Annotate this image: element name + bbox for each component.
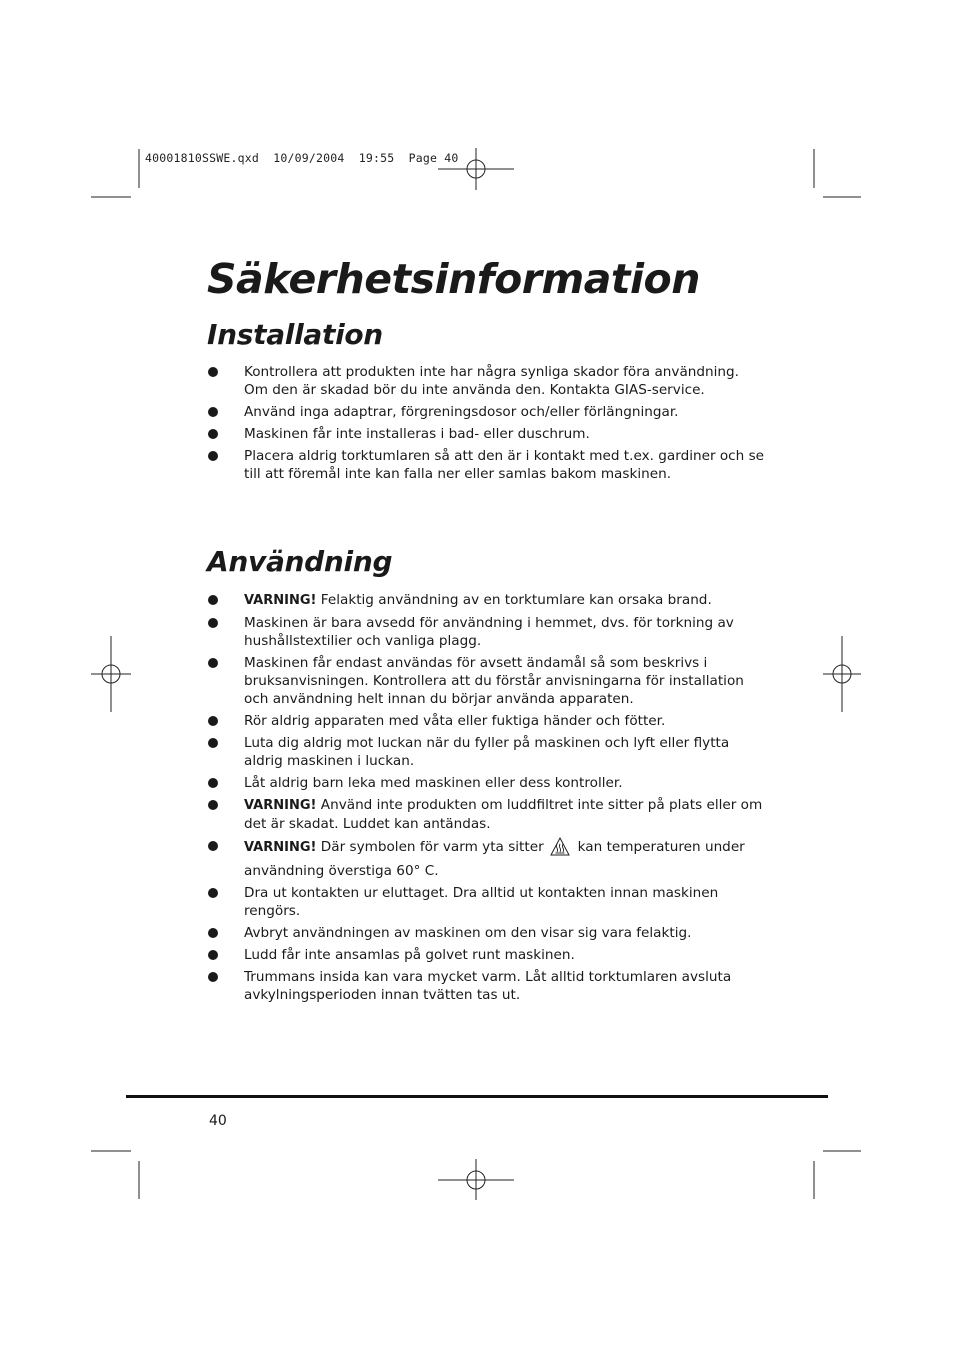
bullet-icon [208,451,218,461]
footer-rule [126,1095,828,1098]
bullet-icon [208,429,218,439]
bullet-icon [208,841,218,851]
list-item: Låt aldrig barn leka med maskinen eller dess kontroller. [207,774,767,792]
anvandning-list [207,591,767,1008]
bullet-icon [208,618,218,628]
warning-label: VARNING! [244,840,317,855]
bullet-icon [208,800,218,810]
bullet-icon [208,407,218,417]
list-item: VARNING! Använd inte produkten om luddfiltret inte sitter på plats eller om det är skadat. Luddet kan antändas. [207,796,767,833]
bullet-icon [208,928,218,938]
list-item: Maskinen är bara avsedd för användning i hemmet, dvs. för torkning av hushållstextilier och vanliga plagg. [207,614,767,650]
list-item: Placera aldrig torktumlaren så att den är i kontakt med t.ex. gardiner och se till att föremål inte kan falla ner eller samlas bakom maskinen. [207,447,767,483]
warning-label: VARNING! [244,593,317,608]
list-item: VARNING! Felaktig användning av en torktumlare kan orsaka brand. [207,591,767,610]
bullet-icon [208,367,218,377]
list-item: Ludd får inte ansamlas på golvet runt maskinen. [207,946,767,964]
bullet-icon [208,658,218,668]
list-item: Rör aldrig apparaten med våta eller fuktiga händer och fötter. [207,712,767,730]
print-slug-line: 40001810SSWE.qxd 10/09/2004 19:55 Page 40 [145,151,459,165]
bullet-icon [208,972,218,982]
bullet-icon [208,950,218,960]
list-item: Trummans insida kan vara mycket varm. Låt alltid torktumlaren avsluta avkylningsperioden innan tvätten tas ut. [207,968,767,1004]
list-item: Dra ut kontakten ur eluttaget. Dra alltid ut kontakten innan maskinen rengörs. [207,884,767,920]
installation-list [207,363,767,487]
section-heading-anvandning: Användning [207,545,393,578]
list-item: Avbryt användningen av maskinen om den visar sig vara felaktig. [207,924,767,942]
bullet-icon [208,595,218,605]
warning-label: VARNING! [244,798,317,813]
section-heading-installation: Installation [207,318,383,351]
list-item: Kontrollera att produkten inte har några synliga skador föra användning. Om den är skadad bör du inte använda den. Kontakta GIAS-service. [207,363,767,399]
bullet-icon [208,716,218,726]
list-item: Använd inga adaptrar, förgreningsdosor och/eller förlängningar. [207,403,767,421]
list-item: Maskinen får inte installeras i bad- eller duschrum. [207,425,767,443]
list-item: VARNING! Där symbolen för varm yta sitter kan temperaturen under användning överstiga 60° C. [207,837,767,880]
page-title: Säkerhetsinformation [207,255,700,303]
bullet-icon [208,778,218,788]
list-item: Luta dig aldrig mot luckan när du fyller på maskinen och lyft eller flytta aldrig maskinen i luckan. [207,734,767,770]
list-item: Maskinen får endast användas för avsett ändamål så som beskrivs i bruksanvisningen. Kontrollera att du förstår anvisningarna för installation och användning helt innan du börjar använda apparaten. [207,654,767,708]
page-number: 40 [209,1113,227,1129]
bullet-icon [208,888,218,898]
hot-surface-icon [550,837,570,862]
bullet-icon [208,738,218,748]
